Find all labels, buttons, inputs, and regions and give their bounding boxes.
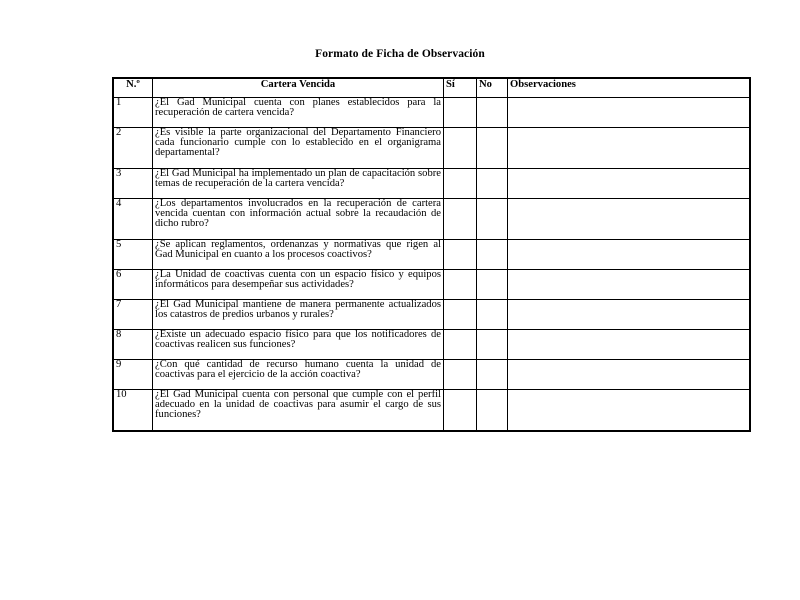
observaciones-cell[interactable] bbox=[508, 390, 751, 431]
row-question: ¿La Unidad de coactivas cuenta con un espacio físico y equipos informáticos para desempeñar sus actividades? bbox=[153, 270, 444, 300]
row-number: 8 bbox=[113, 330, 153, 360]
no-cell[interactable] bbox=[477, 360, 508, 390]
si-cell[interactable] bbox=[444, 128, 477, 169]
observaciones-cell[interactable] bbox=[508, 270, 751, 300]
row-question: ¿Se aplican reglamentos, ordenanzas y normativas que rigen al Gad Municipal en cuanto a los procesos coactivos? bbox=[153, 240, 444, 270]
table-row bbox=[113, 300, 750, 330]
row-question: ¿El Gad Municipal cuenta con personal que cumple con el perfil adecuado en la unidad de coactivas para asumir el cargo de sus funciones? bbox=[153, 390, 444, 431]
table-row bbox=[113, 199, 750, 240]
header-question: Cartera Vencida bbox=[153, 78, 444, 98]
header-number: N.º bbox=[113, 78, 153, 98]
observaciones-cell[interactable] bbox=[508, 128, 751, 169]
si-cell[interactable] bbox=[444, 199, 477, 240]
observaciones-cell[interactable] bbox=[508, 240, 751, 270]
table-row bbox=[113, 98, 750, 128]
si-cell[interactable] bbox=[444, 330, 477, 360]
no-cell[interactable] bbox=[477, 199, 508, 240]
no-cell[interactable] bbox=[477, 390, 508, 431]
row-question: ¿El Gad Municipal mantiene de manera permanente actualizados los catastros de predios urbanos y rurales? bbox=[153, 300, 444, 330]
row-number: 2 bbox=[113, 128, 153, 169]
row-question: ¿Es visible la parte organizacional del Departamento Financiero cada funcionario cumple con lo establecido en el organigrama departamental? bbox=[153, 128, 444, 169]
table-row bbox=[113, 240, 750, 270]
table-row bbox=[113, 270, 750, 300]
row-number: 3 bbox=[113, 169, 153, 199]
row-number: 1 bbox=[113, 98, 153, 128]
no-cell[interactable] bbox=[477, 169, 508, 199]
row-number: 9 bbox=[113, 360, 153, 390]
row-question: ¿El Gad Municipal ha implementado un plan de capacitación sobre temas de recuperación de la cartera vencida? bbox=[153, 169, 444, 199]
si-cell[interactable] bbox=[444, 270, 477, 300]
observaciones-cell[interactable] bbox=[508, 330, 751, 360]
si-cell[interactable] bbox=[444, 169, 477, 199]
row-number: 5 bbox=[113, 240, 153, 270]
si-cell[interactable] bbox=[444, 300, 477, 330]
row-number: 7 bbox=[113, 300, 153, 330]
table-header bbox=[113, 78, 750, 98]
table-row bbox=[113, 169, 750, 199]
row-question: ¿Existe un adecuado espacio físico para que los notificadores de coactivas realicen sus funciones? bbox=[153, 330, 444, 360]
header-si: Sí bbox=[444, 78, 477, 98]
table-row bbox=[113, 390, 750, 431]
no-cell[interactable] bbox=[477, 240, 508, 270]
observaciones-cell[interactable] bbox=[508, 300, 751, 330]
table-row bbox=[113, 360, 750, 390]
observaciones-cell[interactable] bbox=[508, 360, 751, 390]
no-cell[interactable] bbox=[477, 128, 508, 169]
row-question: ¿El Gad Municipal cuenta con planes establecidos para la recuperación de cartera vencida? bbox=[153, 98, 444, 128]
row-number: 10 bbox=[113, 390, 153, 431]
header-no: No bbox=[477, 78, 508, 98]
no-cell[interactable] bbox=[477, 98, 508, 128]
no-cell[interactable] bbox=[477, 300, 508, 330]
si-cell[interactable] bbox=[444, 98, 477, 128]
observaciones-cell[interactable] bbox=[508, 199, 751, 240]
row-number: 4 bbox=[113, 199, 153, 240]
no-cell[interactable] bbox=[477, 330, 508, 360]
header-row bbox=[113, 78, 750, 98]
row-question: ¿Los departamentos involucrados en la recuperación de cartera vencida cuentan con información actual sobre la recaudación de dicho rubro? bbox=[153, 199, 444, 240]
table-row bbox=[113, 330, 750, 360]
observation-table bbox=[112, 77, 751, 432]
si-cell[interactable] bbox=[444, 390, 477, 431]
no-cell[interactable] bbox=[477, 270, 508, 300]
observaciones-cell[interactable] bbox=[508, 98, 751, 128]
row-question: ¿Con qué cantidad de recurso humano cuenta la unidad de coactivas para el ejercicio de la acción coactiva? bbox=[153, 360, 444, 390]
document-title: Formato de Ficha de Observación bbox=[315, 48, 485, 60]
table-row bbox=[113, 128, 750, 169]
table-body bbox=[113, 98, 750, 431]
header-observaciones: Observaciones bbox=[508, 78, 751, 98]
row-number: 6 bbox=[113, 270, 153, 300]
si-cell[interactable] bbox=[444, 360, 477, 390]
observaciones-cell[interactable] bbox=[508, 169, 751, 199]
si-cell[interactable] bbox=[444, 240, 477, 270]
